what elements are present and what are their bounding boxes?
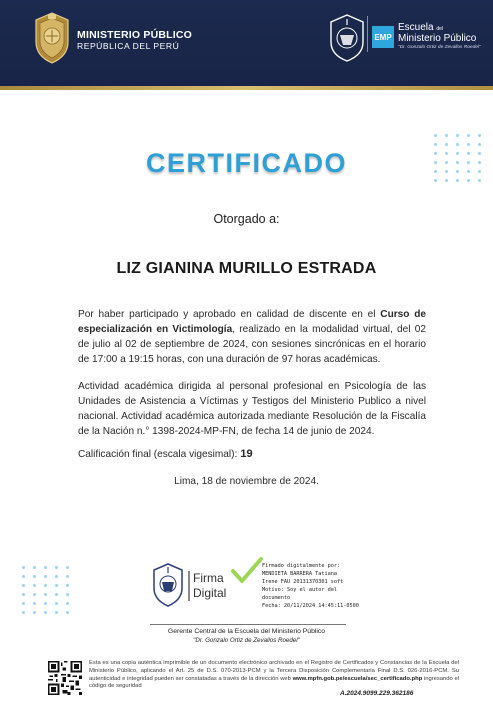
checkmark-icon [230,556,264,586]
certificate-title: CERTIFICADO [146,148,347,178]
digital-signature-info: Firmado digitalmente por: MENDIETA BARRERA Tatiana Irene FAU 20131370301 soft Motivo: Soy el autor del documento Fecha: 20/11/2024 14:45:11-0500 [262,563,359,610]
recipient-name: LIZ GIANINA MURILLO ESTRADA [116,260,377,277]
signer-role: Gerente Central de la Escuela del Ministerio Público [167,628,326,635]
header-divider [367,16,368,52]
school-name-line3: "Dr. Gonzalo Ortiz de Zevallos Roedel" [398,45,481,50]
participation-paragraph: Por haber participado y aprobado en calidad de discente en el Curso de especialización en Victimología, realizado en la modalidad virtual, del 02 de julio al 02 de septiembre de 2024, con sesiones sincrónicas en el horario de 17:00 a 19:15 horas, con una duración de 97 horas académicas. [78,309,427,365]
institution-subtitle: REPÚBLICA DEL PERÚ [77,41,180,51]
escuela-seal-icon [327,13,367,63]
school-name-line2: Ministerio Público [398,33,477,44]
firma-digital-logo: Firma Digital [193,571,227,600]
final-grade: Calificación final (escala vigesimal): 19 [78,448,253,460]
firma-divider [188,571,190,601]
awarded-label: Otorgado a: [213,212,280,226]
signature-line [150,624,346,625]
gold-divider [0,86,493,90]
grade-value: 19 [240,448,253,460]
school-name-line1: Escuela del [398,22,444,33]
activity-paragraph: Actividad académica dirigida al personal profesional en Psicología de las Unidades de Asistencia a Víctimas y Testigos del Ministerio Publico a nivel nacional. Actividad académica autorizada mediante Resolución de la Fiscalía de la Nación n.° 1398-2024-MP-FN, de fecha 14 de junio de 2024. [78,381,426,437]
authenticity-note: Esta es una copia auténtica imprimible de un documento electrónico archivado en el Registro de Certificados y Constancias de la Escuela del Ministerio Público, aplicando el Art. 25 de D.S. 070-2013-PCM y la Tercera Disposición Complementaria Final D.S. 026-2016-PCM. Su autenticidad e integridad pueden ser constatadas a través de la dirección web www.mpfn.gob.pe/escuela/sec_certificado.php ingresando el código de seguridad [89,660,459,690]
course-name: Curso de especialización en Victimología [78,309,427,335]
dot-pattern-bottom-left [22,566,71,620]
verification-url[interactable]: www.mpfn.gob.pe/escuela/sec_certificado.php [292,675,423,682]
ministerio-seal-icon [33,12,71,64]
place-date: Lima, 18 de noviembre de 2024. [174,476,319,487]
institution-title: MINISTERIO PÚBLICO [77,29,193,41]
signer-role-sub: "Dr. Gonzalo Ortiz de Zevallos Roedel" [193,637,300,644]
emp-badge: EMP [372,26,394,48]
signature-seal-icon [152,563,184,607]
qr-code-icon [48,661,82,695]
security-code: A.2024.9099.229.362186 [340,690,414,697]
